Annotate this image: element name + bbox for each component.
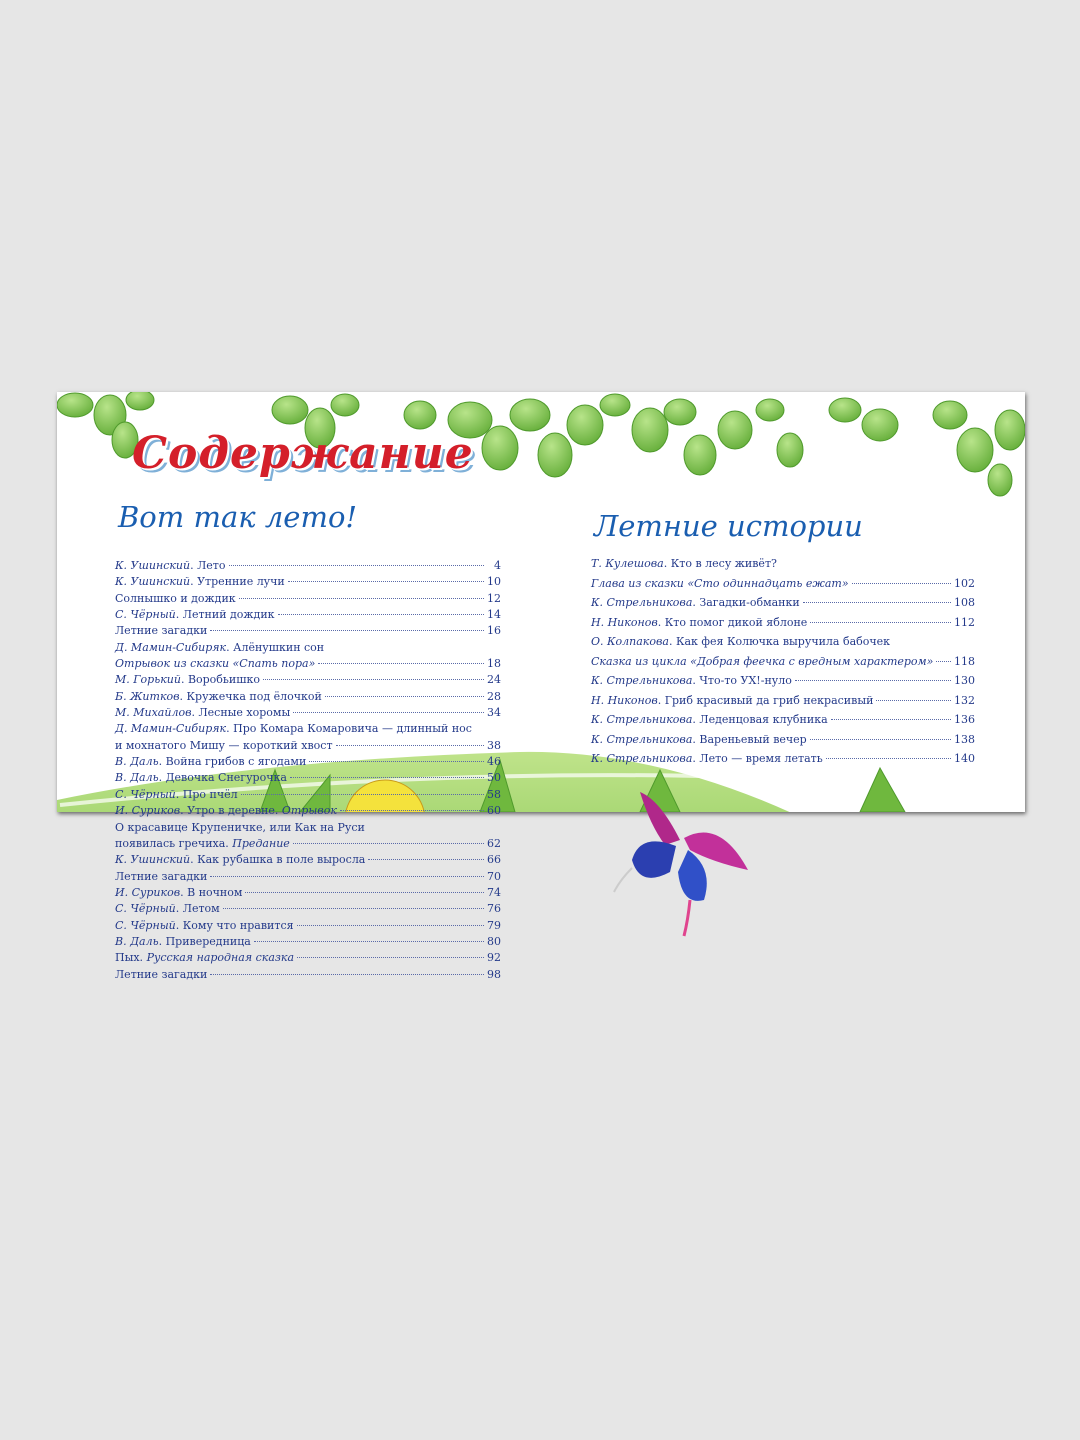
toc-title: Привередница xyxy=(165,934,251,948)
toc-entry[interactable]: К. Стрельникова . Что-то УХ!-нуло 130 xyxy=(591,671,975,691)
toc-page-number: 60 xyxy=(487,804,501,818)
toc-author: К. Стрельникова xyxy=(591,732,693,746)
toc-page-number: 136 xyxy=(954,713,975,726)
section-heading-left: Вот так лето! xyxy=(118,500,358,534)
toc-title: Солнышко и дождик xyxy=(115,591,236,605)
toc-page-number: 4 xyxy=(494,559,501,572)
toc-page-number: 108 xyxy=(954,596,975,609)
toc-page-number: 50 xyxy=(487,771,501,785)
toc-title: Воробьишко xyxy=(187,673,260,687)
toc-author: К. Стрельникова xyxy=(591,752,693,765)
toc-entry[interactable] xyxy=(115,738,501,754)
toc-entry[interactable]: К. Ушинский . Как рубашка в поле выросла 66 xyxy=(115,852,501,868)
toc-list-right xyxy=(591,554,975,769)
toc-entry[interactable]: И. Суриков . В ночном 74 xyxy=(115,885,501,901)
toc-leader xyxy=(795,680,951,681)
toc-leader xyxy=(245,892,484,893)
toc-leader xyxy=(223,908,484,909)
toc-leader xyxy=(852,583,951,584)
toc-page-number: 14 xyxy=(487,608,501,622)
toc-entry[interactable]: К. Стрельникова . Лето — время летать 140 xyxy=(591,749,975,769)
toc-page-number: 10 xyxy=(487,575,501,589)
toc-author: К. Стрельникова xyxy=(591,674,693,687)
toc-leader xyxy=(936,661,951,662)
toc-title: Девочка Снегурочка xyxy=(165,771,287,785)
toc-title: Что-то УХ!-нуло xyxy=(699,674,792,687)
toc-author: Т. Кулешова xyxy=(591,557,664,570)
toc-leader xyxy=(241,794,484,795)
toc-entry[interactable]: С. Чёрный . Летом 76 xyxy=(115,901,501,917)
toc-leader xyxy=(309,761,484,762)
toc-page-number: 12 xyxy=(487,591,501,605)
toc-entry[interactable]: К. Стрельникова . Вареньевый вечер 138 xyxy=(591,730,975,750)
toc-note: Отрывок из сказки «Спать пора» xyxy=(115,657,316,671)
toc-page-number: 80 xyxy=(487,934,501,948)
toc-title: В ночном xyxy=(187,885,243,899)
toc-author: К. Стрельникова xyxy=(591,713,693,726)
toc-page-number: 46 xyxy=(487,755,501,769)
toc-title: Леденцовая клубника xyxy=(699,713,828,726)
toc-leader xyxy=(810,739,951,740)
toc-entry[interactable] xyxy=(115,967,501,983)
toc-entry[interactable]: К. Стрельникова . Загадки-обманки 108 xyxy=(591,593,975,613)
toc-entry[interactable] xyxy=(115,950,501,966)
toc-page-number: 118 xyxy=(954,654,975,668)
toc-leader xyxy=(293,712,484,713)
toc-author: М. Горький xyxy=(115,673,181,687)
toc-title: Война грибов с ягодами xyxy=(165,755,307,769)
toc-leader xyxy=(210,630,484,631)
toc-author: О. Колпакова xyxy=(591,635,669,648)
toc-entry[interactable]: Н. Никонов . Кто помог дикой яблоне 112 xyxy=(591,613,975,633)
toc-title: Как рубашка в поле выросла xyxy=(197,853,366,867)
toc-entry[interactable]: С. Чёрный . Кому что нравится 79 xyxy=(115,918,501,934)
toc-title: Летний дождик xyxy=(182,608,275,622)
toc-author: К. Ушинский xyxy=(115,853,191,867)
toc-entry[interactable]: В. Даль . Девочка Снегурочка 50 xyxy=(115,770,501,786)
toc-title: Гриб красивый да гриб некрасивый xyxy=(664,693,874,707)
toc-page-number: 38 xyxy=(487,738,501,752)
toc-title: Летние загадки xyxy=(115,624,208,638)
toc-leader xyxy=(831,719,951,720)
toc-page-number: 74 xyxy=(487,885,501,899)
toc-page-number: 140 xyxy=(954,752,975,765)
toc-leader xyxy=(297,925,484,926)
toc-note: Глава из сказки «Сто одиннадцать ежат» xyxy=(591,576,849,590)
toc-note: Отрывок xyxy=(281,804,337,818)
toc-author: В. Даль xyxy=(115,771,159,785)
toc-page-number: 98 xyxy=(487,967,501,981)
toc-title: Про Комара Комаровича — длинный нос xyxy=(233,722,472,736)
toc-entry[interactable]: Д. Мамин-Сибиряк . Про Комара Комаровича — длинный нос xyxy=(115,721,501,737)
toc-author: И. Суриков xyxy=(115,885,181,899)
toc-title: и мохнатого Мишу — короткий хвост xyxy=(115,738,333,752)
toc-entry[interactable] xyxy=(115,820,501,836)
toc-leader xyxy=(336,745,484,746)
toc-page-number: 70 xyxy=(487,869,501,883)
toc-title: появилась гречиха. xyxy=(115,836,229,850)
toc-entry[interactable]: Т. Кулешова . Кто в лесу живёт? xyxy=(591,554,975,574)
toc-author: В. Даль xyxy=(115,755,159,769)
toc-title: Пых. xyxy=(115,951,144,965)
toc-title: Вареньевый вечер xyxy=(699,732,807,746)
toc-entry[interactable]: Н. Никонов . Гриб красивый да гриб некрасивый 132 xyxy=(591,691,975,711)
toc-leader xyxy=(803,602,951,603)
toc-entry[interactable] xyxy=(115,591,501,607)
toc-leader xyxy=(210,974,484,975)
toc-page-number: 34 xyxy=(487,706,501,720)
toc-entry[interactable]: С. Чёрный . Летний дождик 14 xyxy=(115,607,501,623)
toc-author: К. Стрельникова xyxy=(591,596,693,609)
toc-entry[interactable] xyxy=(115,656,501,672)
toc-leader xyxy=(325,696,484,697)
toc-entry[interactable]: К. Ушинский . Утренние лучи 10 xyxy=(115,574,501,590)
toc-leader xyxy=(288,581,484,582)
toc-page-number: 112 xyxy=(954,615,975,629)
toc-entry[interactable]: К. Стрельникова . Леденцовая клубника 136 xyxy=(591,710,975,730)
toc-entry[interactable]: И. Суриков . Утро в деревне. Отрывок 60 xyxy=(115,803,501,819)
toc-page-number: 24 xyxy=(487,673,501,687)
section-heading-right: Летние истории xyxy=(594,509,863,543)
toc-entry[interactable]: М. Михайлов . Лесные хоромы 34 xyxy=(115,705,501,721)
toc-page-number: 16 xyxy=(487,624,501,638)
toc-leader xyxy=(263,679,484,680)
toc-title: Алёнушкин сон xyxy=(233,640,325,654)
toc-leader xyxy=(210,876,484,877)
toc-leader xyxy=(876,700,951,701)
toc-author: С. Чёрный xyxy=(115,787,176,801)
toc-note: Русская народная сказка xyxy=(146,951,295,965)
toc-leader xyxy=(293,843,484,844)
toc-entry[interactable]: М. Горький . Воробьишко 24 xyxy=(115,672,501,688)
toc-page-number: 102 xyxy=(954,576,975,590)
toc-author: С. Чёрный xyxy=(115,608,176,622)
toc-title: Кружечка под ёлочкой xyxy=(186,689,322,703)
toc-leader xyxy=(239,598,484,599)
toc-entry[interactable]: Д. Мамин-Сибиряк . Алёнушкин сон xyxy=(115,640,501,656)
toc-list-left xyxy=(115,558,501,983)
toc-title: Летом xyxy=(182,902,220,916)
toc-author: М. Михайлов xyxy=(115,706,192,720)
toc-leader xyxy=(278,614,484,615)
toc-entry[interactable]: С. Чёрный . Про пчёл 58 xyxy=(115,787,501,803)
toc-entry[interactable]: В. Даль . Привередница 80 xyxy=(115,934,501,950)
toc-title: Кто в лесу живёт? xyxy=(670,557,777,570)
toc-page-number: 18 xyxy=(487,657,501,671)
toc-title: Летние загадки xyxy=(115,967,208,981)
toc-author: С. Чёрный xyxy=(115,902,176,916)
toc-page-number: 79 xyxy=(487,918,501,932)
toc-author: К. Ушинский xyxy=(115,559,191,572)
toc-author: К. Ушинский xyxy=(115,575,191,589)
toc-page-number: 92 xyxy=(487,951,501,965)
toc-entry[interactable] xyxy=(115,836,501,852)
toc-title: Загадки-обманки xyxy=(699,596,800,609)
toc-author: Д. Мамин-Сибиряк xyxy=(115,722,227,736)
toc-page-number: 76 xyxy=(487,902,501,916)
toc-title: Кто помог дикой яблоне xyxy=(664,615,808,629)
toc-leader xyxy=(340,810,484,811)
toc-entry[interactable] xyxy=(115,869,501,885)
toc-author: И. Суриков xyxy=(115,804,181,818)
toc-author: Н. Никонов xyxy=(591,615,658,629)
toc-entry[interactable]: К. Ушинский . Лето 4 xyxy=(115,558,501,574)
toc-title: Как фея Колючка выручила бабочек xyxy=(675,635,891,648)
toc-page-number: 58 xyxy=(487,787,501,801)
toc-title: Летние загадки xyxy=(115,869,208,883)
toc-title: Кому что нравится xyxy=(182,918,294,932)
toc-author: Б. Житков xyxy=(115,689,180,703)
toc-page-number: 28 xyxy=(487,689,501,703)
toc-author: С. Чёрный xyxy=(115,918,176,932)
toc-title: Утро в деревне. xyxy=(187,804,279,818)
toc-entry[interactable]: О. Колпакова . Как фея Колючка выручила бабочек xyxy=(591,632,975,652)
toc-entry[interactable]: В. Даль . Война грибов с ягодами 46 xyxy=(115,754,501,770)
toc-note: Предание xyxy=(232,836,290,850)
toc-title: Лето xyxy=(197,559,226,572)
toc-title: Про пчёл xyxy=(182,787,238,801)
toc-leader xyxy=(368,859,484,860)
toc-page-number: 132 xyxy=(954,693,975,707)
toc-entry[interactable]: Б. Житков . Кружечка под ёлочкой 28 xyxy=(115,689,501,705)
toc-author: В. Даль xyxy=(115,934,159,948)
toc-title: Утренние лучи xyxy=(197,575,285,589)
toc-page-number: 62 xyxy=(487,836,501,850)
toc-entry[interactable] xyxy=(115,623,501,639)
toc-author: Д. Мамин-Сибиряк xyxy=(115,640,227,654)
toc-leader xyxy=(254,941,484,942)
toc-leader xyxy=(826,758,951,759)
toc-title: Лето — время летать xyxy=(699,752,823,765)
toc-entry[interactable] xyxy=(591,574,975,594)
toc-page-number: 130 xyxy=(954,674,975,687)
toc-leader xyxy=(318,663,484,664)
toc-leader xyxy=(290,777,484,778)
toc-entry[interactable] xyxy=(591,652,975,672)
toc-page-number: 138 xyxy=(954,732,975,746)
toc-page-number: 66 xyxy=(487,853,501,867)
toc-title: О красавице Крупеничке, или Как на Руси xyxy=(115,820,365,834)
page-title: Содержание xyxy=(132,428,474,479)
toc-leader xyxy=(297,957,484,958)
toc-leader xyxy=(810,622,951,623)
toc-title: Лесные хоромы xyxy=(198,706,291,720)
toc-note: Сказка из цикла «Добрая феечка с вредным характером» xyxy=(591,654,934,668)
toc-leader xyxy=(229,565,484,566)
toc-author: Н. Никонов xyxy=(591,693,658,707)
